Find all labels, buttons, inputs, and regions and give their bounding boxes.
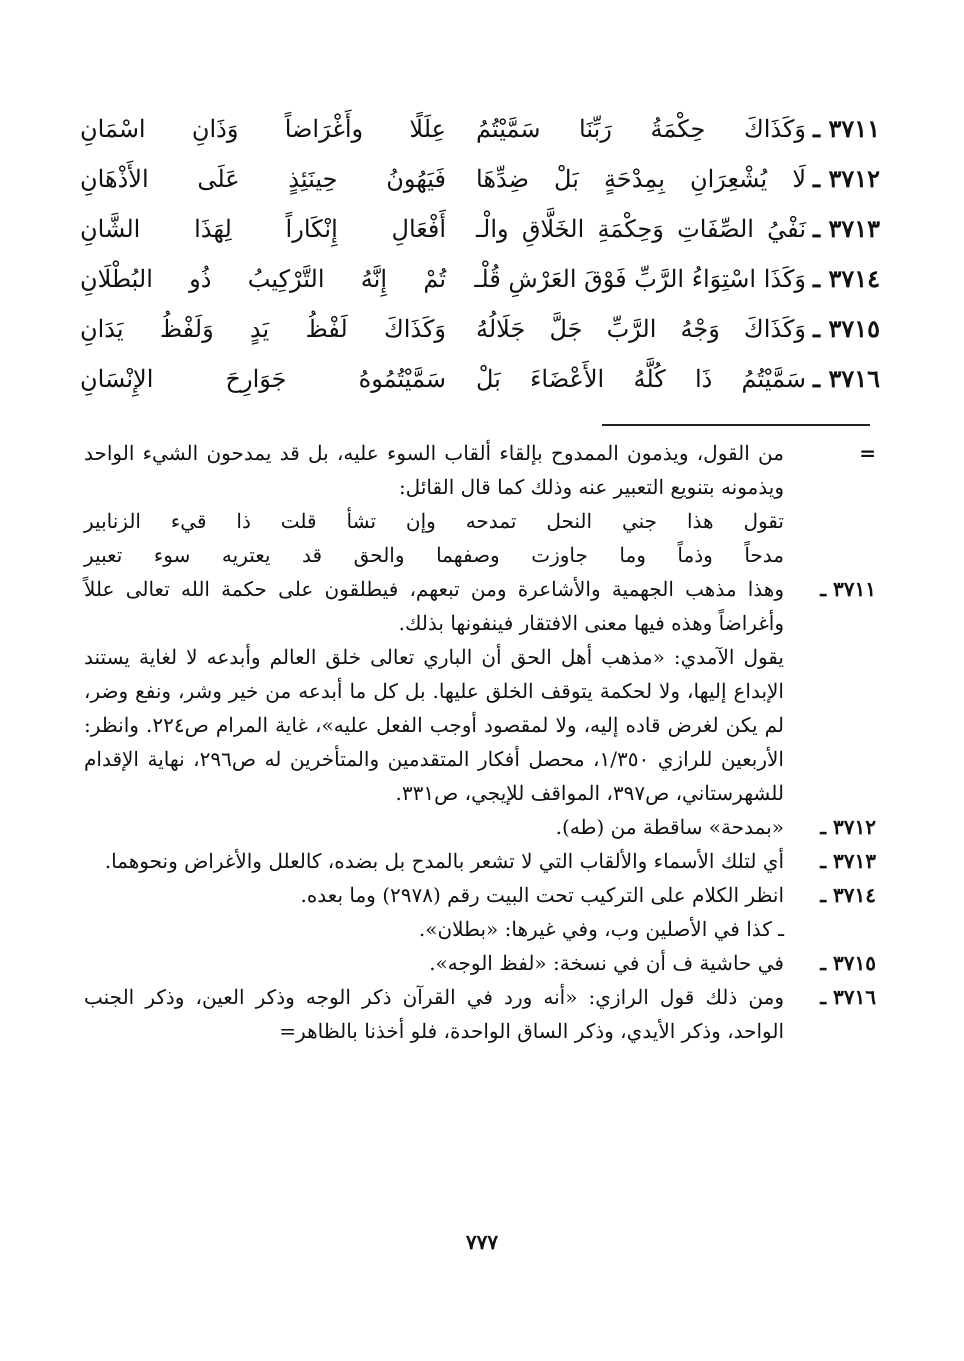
footnote-text: في حاشية ف أن في نسخة: «لفظ الوجه». <box>429 951 784 975</box>
verse-number: ٣٧١٦ ـ <box>813 364 880 393</box>
footnote <box>84 878 876 946</box>
footnote-number: ٣٧١٤ ـ <box>820 883 876 907</box>
verse-first-hemistich: سَمَّيْتُمُ ذَا كُلَّهُ الأَعْضَاءَ بَلْ <box>476 365 806 393</box>
footnote-divider <box>602 424 870 426</box>
verse-row <box>80 354 880 404</box>
footnote-body <box>84 980 784 1048</box>
verse-first-hemistich: لَا يُشْعِرَانِ بِمِدْحَةٍ بَلْ ضِدِّهَا <box>476 165 806 193</box>
footnote-number: ٣٧١٥ ـ <box>820 951 876 975</box>
verse-second-hemistich: تُمْ إِنَّهُ التَّرْكِيبُ ذُو البُطْلَانِ <box>80 265 446 293</box>
verse-row <box>80 204 880 254</box>
footnote-text: ومن ذلك قول الرازي: «أنه ورد في القرآن ذكر الوجه وذكر العين، وذكر الجنب الواحد، وذكر الأيدي، وذكر الساق الواحدة، فلو أخذنا بالظاهر= <box>84 985 784 1043</box>
verse-number: ٣٧١٥ ـ <box>813 314 880 343</box>
footnote-body <box>84 810 784 844</box>
verse-row <box>80 254 880 304</box>
verse-first-hemistich: وَكَذَاكَ حِكْمَةُ رَبِّنَا سَمَّيْتُمُ <box>476 115 806 143</box>
footnotes <box>84 436 876 1048</box>
verse-number: ٣٧١٤ ـ <box>813 264 880 293</box>
quoted-poem-line: تقول هذا جني النحل تمدحه وإن تشأ قلت ذا قيء الزنابير <box>84 509 784 533</box>
verse-row <box>80 154 880 204</box>
footnote-number: ٣٧١٢ ـ <box>820 815 876 839</box>
footnote <box>84 810 876 844</box>
verse-number: ٣٧١٢ ـ <box>813 164 880 193</box>
verse-second-hemistich: عِلَلًا وأَغْرَاضاً وَذَانِ اسْمَانِ <box>80 115 446 143</box>
verse-first-hemistich: نَفْيُ الصِّفَاتِ وَحِكْمَةِ الخَلَّاقِ والْـ <box>476 215 806 243</box>
footnote-body <box>84 436 784 572</box>
verse-first-hemistich: وَكَذَاكَ وَجْهُ الرَّبِّ جَلَّ جَلَالُهُ <box>476 315 806 343</box>
verse-row <box>80 104 880 154</box>
footnote-body <box>84 946 784 980</box>
footnote <box>84 980 876 1048</box>
quoted-poem-line: مدحاً وذماً وما جاوزت وصفهما والحق قد يعتريه سوء تعبير <box>84 543 784 567</box>
verse-second-hemistich: سَمَّيْتُمُوهُ جَوَارِحَ الإِنْسَانِ <box>80 365 446 393</box>
verse-row <box>80 304 880 354</box>
verse-second-hemistich: وَكَذَاكَ لَفْظُ يَدٍ وَلَفْظُ يَدَانِ <box>80 315 446 343</box>
verse-second-hemistich: أَفْعَالِ إِنْكَاراً لِهَذَا الشَّانِ <box>80 215 446 243</box>
footnote-body <box>84 878 784 946</box>
footnote-subnote: ـ كذا في الأصلين وب، وفي غيرها: «بطلان». <box>418 917 784 941</box>
footnote-number: ٣٧١٣ ـ <box>820 849 876 873</box>
verse-number: ٣٧١١ ـ <box>813 114 880 143</box>
footnote-body <box>84 572 784 810</box>
footnote <box>84 572 876 810</box>
footnote-text: «بمدحة» ساقطة من (طه). <box>555 815 784 839</box>
footnote-number: ٣٧١١ ـ <box>820 577 876 601</box>
verse-first-hemistich: وَكَذَا اسْتِوَاءُ الرَّبِّ فَوْقَ العَرْشِ قُلْـ <box>474 265 806 293</box>
footnote-text: أي لتلك الأسماء والألقاب التي لا تشعر بالمدح بل بضده، كالعلل والأغراض ونحوهما. <box>104 849 784 873</box>
verse-second-hemistich: فَيَهُونُ حِينَئِذٍ عَلَى الأَذْهَانِ <box>80 165 446 193</box>
footnote <box>84 844 876 878</box>
page-number: ٧٧٧ <box>465 1230 499 1254</box>
verse-block <box>80 104 880 404</box>
footnote-body <box>84 844 784 878</box>
footnote-text: وهذا مذهب الجهمية والأشاعرة ومن تبعهم، فيطلقون على حكمة الله تعالى عللاً وأغراضاً وهذه فيها معنى الافتقار فينفونها بذلك. <box>84 577 784 635</box>
footnote-continuation <box>84 436 876 572</box>
footnote <box>84 946 876 980</box>
footnote-number: ٣٧١٦ ـ <box>820 985 876 1009</box>
footnote-text: انظر الكلام على التركيب تحت البيت رقم (٢٩٧٨) وما بعده. <box>300 883 784 907</box>
footnote-text: من القول، ويذمون الممدوح بإلقاء ألقاب السوء عليه، بل قد يمدحون الشيء الواحد ويذمونه بتنويع التعبير عنه وذلك كما قال القائل: <box>84 441 784 499</box>
verse-number: ٣٧١٣ ـ <box>813 214 880 243</box>
footnote-marker: = <box>859 441 876 465</box>
footnote-text: يقول الآمدي: «مذهب أهل الحق أن الباري تعالى خلق العالم وأبدعه لا لغاية يستند الإبداع إليها، ولا لحكمة يتوقف الخلق عليها. بل كل ما أبدعه من خير وشر، ونفع وضر، لم يكن لغرض قاده إليه، ولا لمقصود أوجب الفعل عليه»، غاية المرام ص٢٢٤. وانظر: الأربعين للرازي ١/٣٥٠، محصل أفكار المتقدمين والمتأخرين له ص٢٩٦، نهاية الإقدام للشهرستاني، ص٣٩٧، المواقف للإيجي، ص٣٣١. <box>84 645 784 805</box>
